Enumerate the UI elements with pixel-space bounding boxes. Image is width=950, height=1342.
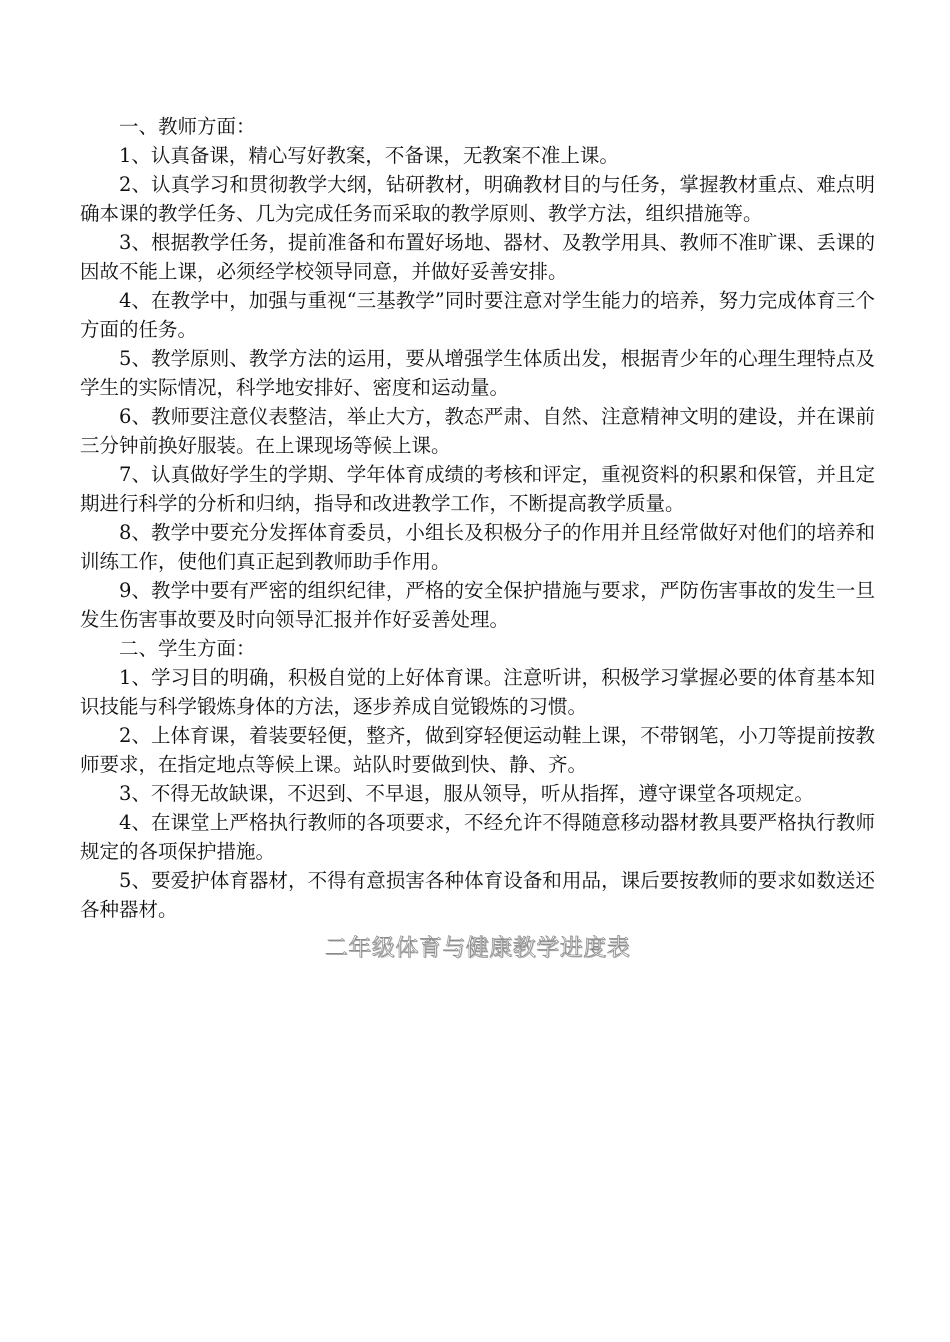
teacher-item-2: 2、认真学习和贯彻教学大纲，钻研教材，明确教材目的与任务，掌握教材重点、难点明确本课的教学任务、几为完成任务而采取的教学原则、教学方法，组织措施等。: [80, 173, 875, 225]
teacher-item-9: 9、教学中要有严密的组织纪律，严格的安全保护措施与要求，严防伤害事故的发生一旦发生伤害事故要及时向领导汇报并作好妥善处理。: [80, 579, 875, 631]
teacher-item-5: 5、教学原则、教学方法的运用，要从增强学生体质出发，根据青少年的心理生理特点及学生的实际情况，科学地安排好、密度和运动量。: [80, 347, 875, 399]
student-item-1: 1、学习目的明确，积极自觉的上好体育课。注意听讲，积极学习掌握必要的体育基本知识技能与科学锻炼身体的方法，逐步养成自觉锻炼的习惯。: [80, 666, 875, 718]
next-section-title: 二年级体育与健康教学进度表: [324, 935, 631, 961]
teacher-item-3: 3、根据教学任务，提前准备和布置好场地、器材、及教学用具、教师不准旷课、丢课的因故不能上课，必须经学校领导同意，并做好妥善安排。: [80, 231, 875, 283]
section-heading-teacher: 一、教师方面：: [119, 115, 256, 138]
student-item-4: 4、在课堂上严格执行教师的各项要求，不经允许不得随意移动器材教具要严格执行教师规定的各项保护措施。: [80, 811, 875, 863]
teacher-item-4: 4、在教学中，加强与重视“三基教学”同时要注意对学生能力的培养，努力完成体育三个方面的任务。: [80, 289, 875, 341]
teacher-item-1: 1、认真备课，精心写好教案，不备课，无教案不准上课。: [119, 144, 619, 167]
student-item-2: 2、上体育课，着装要轻便，整齐，做到穿轻便运动鞋上课，不带钢笔，小刀等提前按教师要求，在指定地点等候上课。站队时要做到快、静、齐。: [80, 724, 875, 776]
teacher-item-8: 8、教学中要充分发挥体育委员，小组长及积极分子的作用并且经常做好对他们的培养和训练工作，使他们真正起到教师助手作用。: [80, 521, 875, 573]
teacher-item-7: 7、认真做好学生的学期、学年体育成绩的考核和评定，重视资料的积累和保管，并且定期进行科学的分析和归纳，指导和改进教学工作，不断提高教学质量。: [80, 463, 875, 515]
teacher-item-6: 6、教师要注意仪表整洁，举止大方，教态严肃、自然、注意精神文明的建设，并在课前三分钟前换好服装。在上课现场等候上课。: [80, 405, 875, 457]
student-item-5: 5、要爱护体育器材，不得有意损害各种体育设备和用品，课后要按教师的要求如数送还各种器材。: [80, 869, 875, 921]
student-item-3: 3、不得无故缺课，不迟到、不早退，服从领导，听从指挥，遵守课堂各项规定。: [119, 782, 814, 805]
section-heading-student: 二、学生方面：: [119, 637, 256, 660]
document-page: [80, 112, 875, 964]
